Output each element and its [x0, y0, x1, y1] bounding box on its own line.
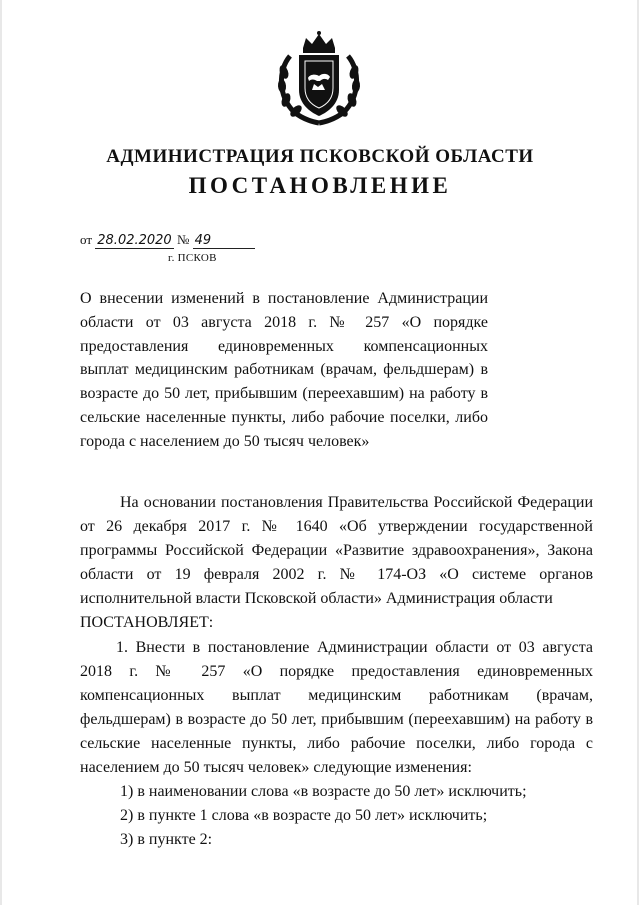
subitem-2: 2) в пункте 1 слова «в возрасте до 50 лет» исключить; [120, 807, 488, 825]
handwritten-number: 49 [193, 233, 255, 249]
city-label: г. ПСКОВ [168, 252, 217, 264]
scan-edge-left [0, 0, 2, 905]
organization-title: АДМИНИСТРАЦИЯ ПСКОВСКОЙ ОБЛАСТИ [106, 146, 534, 167]
date-number-line [80, 232, 255, 249]
number-sign: № [176, 232, 190, 247]
decree-word: ПОСТАНОВЛЯЕТ: [80, 614, 214, 632]
preamble-paragraph: На основании постановления Правительства Российской Федерации от 26 декабря 2017 г. № 1640 «Об утверждении государственной программы Российской Федерации «Развитие здравоохранения», Закона области от 19 февраля 2002 г. № 174-ОЗ «О системе органов исполнительной власти Псковской области» Администрация области [80, 494, 593, 608]
scan-edge-right [637, 0, 639, 905]
document-type-title: ПОСТАНОВЛЕНИЕ [188, 173, 452, 198]
date-prefix: от [80, 232, 93, 247]
item-1-paragraph: 1. Внести в постановление Администрации области от 03 августа 2018 г. № 257 «О порядке предоставления единовременных компенсационных выплат медицинским работникам (врачам, фельдшерам) в возрасте до 50 лет, прибывшим (переехавшим) на работу в сельские населенные пункты, либо рабочие поселки, либо города с населением до 50 тысяч человек» следующие изменения: [80, 638, 593, 777]
handwritten-date: 28.02.2020 [97, 233, 172, 248]
coat-of-arms-icon [270, 30, 368, 126]
document-body [80, 491, 593, 852]
document-subject: О внесении изменений в постановление Администрации области от 03 августа 2018 г. № 257 «О порядке предоставления единовременных компенсационных выплат медицинским работникам (врачам, фельдшерам) в возрасте до 50 лет, прибывшим (переехавшим) на работу в сельские населенные пункты, либо рабочие поселки, либо города с населением до 50 тысяч человек» [80, 290, 488, 450]
subitem-3: 3) в пункте 2: [120, 831, 213, 849]
subitem-1: 1) в наименовании слова «в возрасте до 50 лет» исключить; [120, 783, 527, 801]
